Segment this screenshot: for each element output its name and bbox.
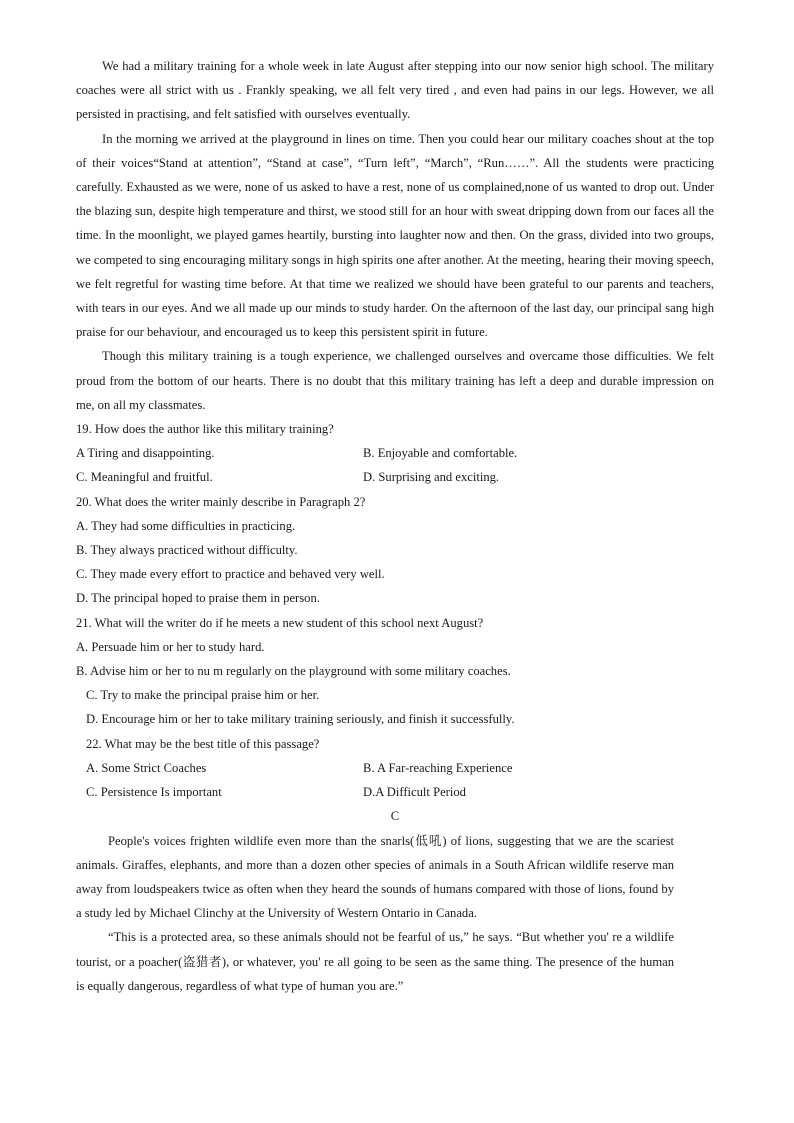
question-22-stem: 22. What may be the best title of this passage? [86, 736, 320, 751]
question-19-stem: 19. How does the author like this military training? [76, 422, 334, 437]
question-20-option-a: A. They had some difficulties in practicing. [76, 518, 296, 533]
question-20-stem: 20. What does the writer mainly describe in Paragraph 2? [76, 494, 366, 509]
question-21-option-b: B. Advise him or her to nu m regularly on the playground with some military coaches. [76, 664, 511, 679]
passage-c-paragraph-2: “This is a protected area, so these animals should not be fearful of us,” he says. “But whether you' re a wildlife tourist, or a poacher(盗猎者), or whatever, you' re all going to be seen as the same thing. The presence of the human is equally dangerous, regardless of what type of human you are.” [76, 930, 674, 993]
question-22-option-a: A. Some Strict Coaches [86, 760, 207, 775]
question-19-option-a: A Tiring and disappointing. [76, 446, 215, 461]
question-21-stem: 21. What will the writer do if he meets a new student of this school next August? [76, 615, 484, 630]
question-19-option-b: B. Enjoyable and comfortable. [363, 446, 518, 461]
section-heading-c: C [390, 809, 400, 824]
question-20-option-c: C. They made every effort to practice and behaved very well. [76, 567, 385, 582]
question-19 [76, 417, 714, 490]
question-20-option-d: D. The principal hoped to praise them in person. [76, 591, 320, 606]
question-21-option-d: D. Encourage him or her to take military training seriously, and finish it successfully. [86, 712, 515, 727]
question-22-options-row-1 [76, 756, 714, 780]
document-page [76, 54, 714, 998]
question-20 [76, 490, 714, 611]
question-19-options-row-1 [76, 441, 714, 465]
question-19-option-c: C. Meaningful and fruitful. [76, 470, 213, 485]
passage-c [76, 829, 674, 998]
question-22-option-c: C. Persistence Is important [86, 785, 222, 800]
question-22-options-row-2 [76, 780, 714, 804]
question-22 [76, 732, 714, 805]
question-19-option-d: D. Surprising and exciting. [363, 470, 500, 485]
question-21-option-a: A. Persuade him or her to study hard. [76, 639, 265, 654]
question-19-options-row-2 [76, 465, 714, 489]
question-21-option-c: C. Try to make the principal praise him or her. [86, 688, 320, 703]
question-21 [76, 611, 714, 732]
passage-b-paragraph-3: Though this military training is a tough experience, we challenged ourselves and overcame those difficulties. We felt proud from the bottom of our hearts. There is no doubt that this military training has left a deep and durable impression on me, on all my classmates. [76, 349, 714, 412]
question-22-option-b: B. A Far-reaching Experience [363, 760, 513, 775]
passage-c-paragraph-1: People's voices frighten wildlife even more than the snarls(低吼) of lions, suggesting that we are the scariest animals. Giraffes, elephants, and more than a dozen other species of animals in a South African wildlife reserve man away from loudspeakers twice as often when they heard the sounds of humans compared with those of lions, found by a study led by Michael Clinchy at the University of Western Ontario in Canada. [76, 833, 674, 921]
passage-b-paragraph-2: In the morning we arrived at the playground in lines on time. Then you could hear our military coaches shout at the top of their voices“Stand at attention”, “Stand at case”, “Turn left”, “March”, “Run……”. All the students were practicing carefully. Exhausted as we were, none of us asked to have a rest, none of us complained,none of us wanted to drop out. Under the blazing sun, despite high temperature and thirst, we stood still for an hour with sweat dripping down from our faces all the time. In the moonlight, we played games heartily, bursting into laughter now and then. On the grass, divided into two groups, we competed to sing encouraging military songs in high spirits one after another. At the meeting, hearing their moving speech, we felt regretful for wasting time before. At that time we realized we should have been grateful to our parents and teachers, with tears in our eyes. And we all made up our minds to study harder. On the afternoon of the last day, our principal sang high praise for our behaviour, and encouraged us to keep this persistent spirit in future. [76, 131, 714, 340]
question-20-option-b: B. They always practiced without difficulty. [76, 543, 298, 558]
passage-b-paragraph-1: We had a military training for a whole week in late August after stepping into our now senior high school. The military coaches were all strict with us . Frankly speaking, we all felt very tired , and even had pains in our legs. However, we all persisted in practising, and felt satisfied with ourselves eventually. [76, 59, 714, 122]
question-22-option-d: D.A Difficult Period [363, 785, 466, 800]
